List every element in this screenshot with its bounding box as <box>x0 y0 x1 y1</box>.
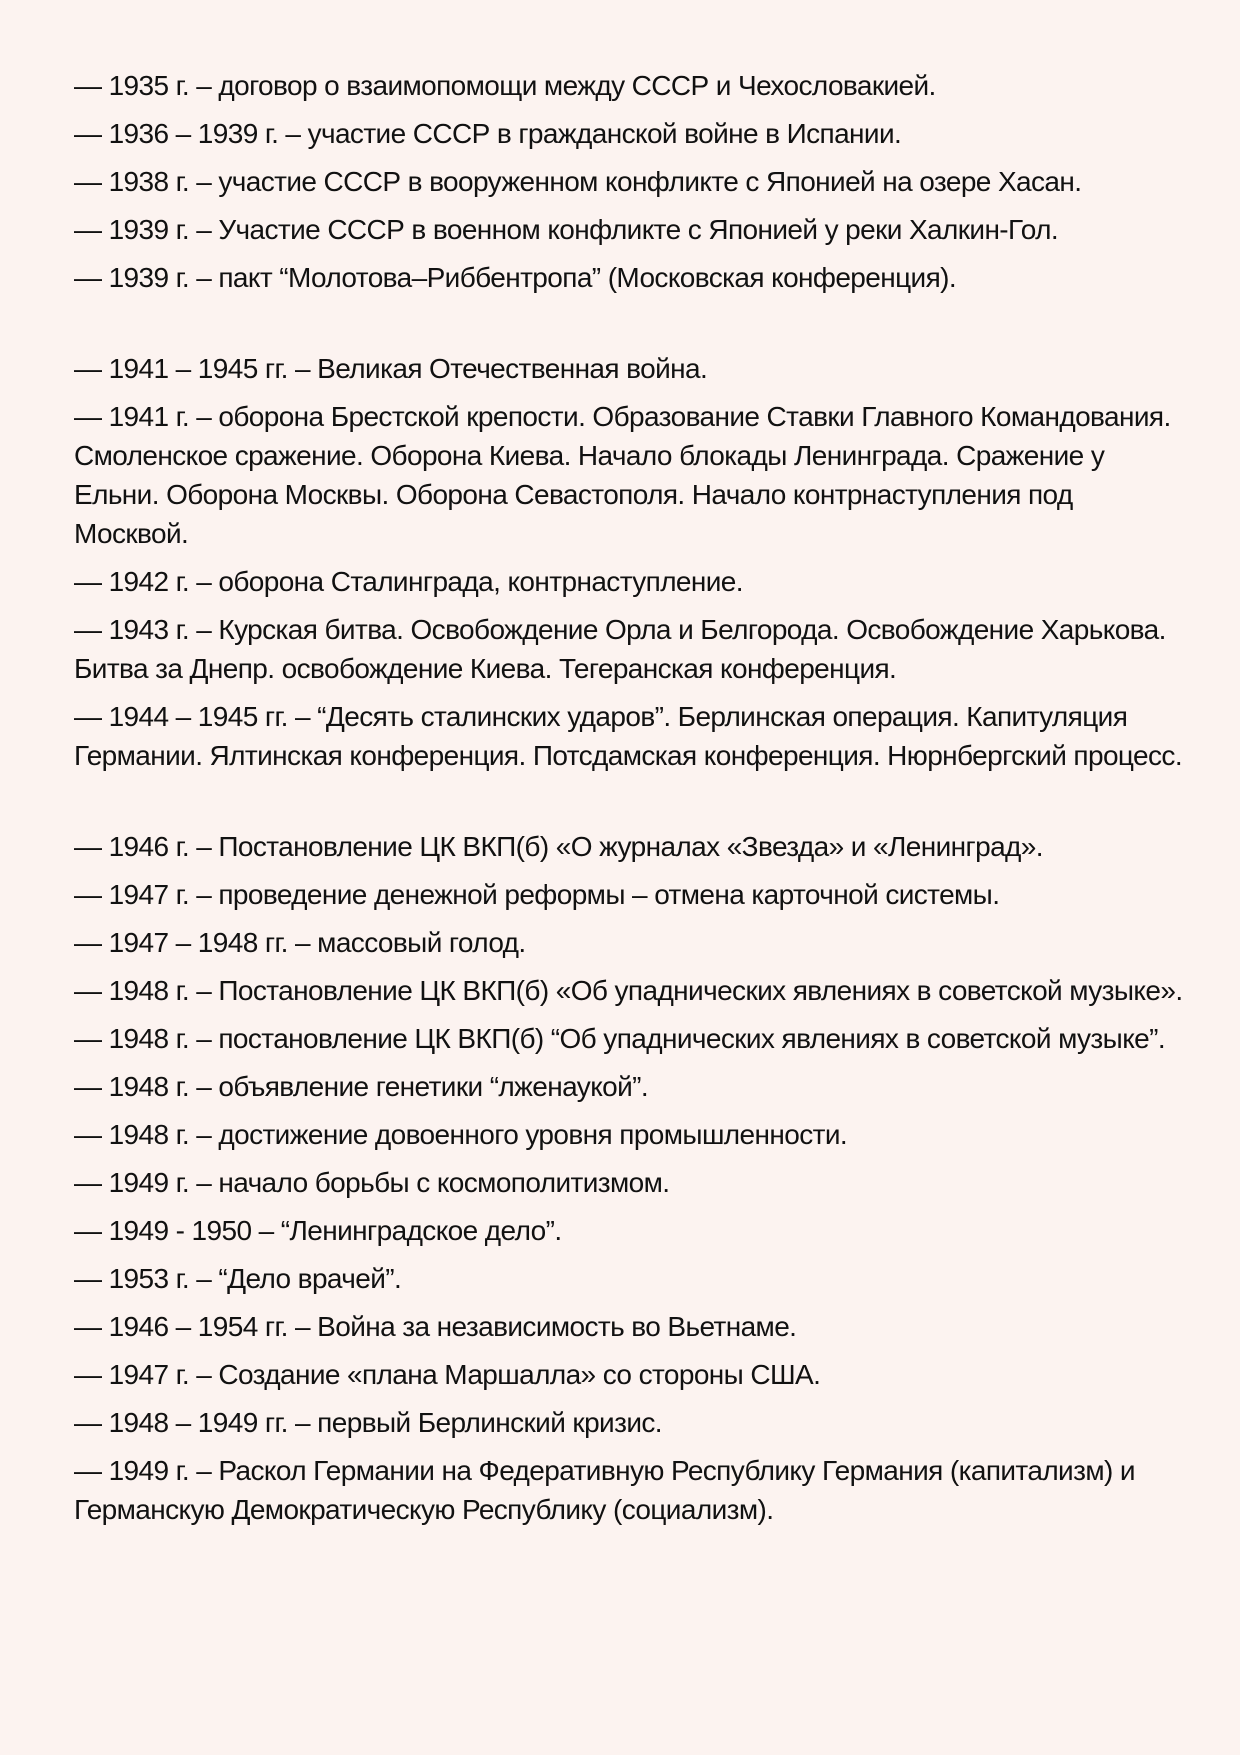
timeline-entry: — 1949 г. – начало борьбы с космополитизмом. <box>74 1167 670 1198</box>
timeline-entry: — 1942 г. – оборона Сталинграда, контрнаступление. <box>74 566 743 597</box>
timeline-section-war <box>74 349 1184 775</box>
timeline-entry: — 1939 г. – Участие СССР в военном конфликте с Японией у реки Халкин-Гол. <box>74 214 1058 245</box>
timeline-entry: — 1947 – 1948 гг. – массовый голод. <box>74 927 526 958</box>
timeline-entry: — 1946 г. – Постановление ЦК ВКП(б) «О журналах «Звезда» и «Ленинград». <box>74 831 1043 862</box>
timeline-section-postwar <box>74 827 1184 1529</box>
timeline-entry: — 1944 – 1945 гг. – “Десять сталинских ударов”. Берлинская операция. Капитуляция Германии. Ялтинская конференция. Потсдамская конференция. Нюрнбергский процесс. <box>74 701 1182 771</box>
timeline-entry: — 1948 г. – постановление ЦК ВКП(б) “Об упаднических явлениях в советской музыке”. <box>74 1023 1166 1054</box>
timeline-entry: — 1949 г. – Раскол Германии на Федеративную Республику Германия (капитализм) и Германскую Демократическую Республику (социализм). <box>74 1455 1135 1525</box>
timeline-entry: — 1939 г. – пакт “Молотова–Риббентропа” (Московская конференция). <box>74 262 957 293</box>
timeline-section-prewar <box>74 66 1184 297</box>
timeline-entry: — 1948 г. – Постановление ЦК ВКП(б) «Об упаднических явлениях в советской музыке». <box>74 975 1183 1006</box>
timeline-document <box>74 66 1184 1538</box>
timeline-entry: — 1943 г. – Курская битва. Освобождение Орла и Белгорода. Освобождение Харькова. Битва за Днепр. освобождение Киева. Тегеранская конференция. <box>74 614 1166 684</box>
timeline-entry: — 1935 г. – договор о взаимопомощи между СССР и Чехословакией. <box>74 70 936 101</box>
timeline-entry: — 1948 – 1949 гг. – первый Берлинский кризис. <box>74 1407 662 1438</box>
timeline-entry: — 1947 г. – Создание «плана Маршалла» со стороны США. <box>74 1359 821 1390</box>
timeline-entry: — 1949 - 1950 – “Ленинградское дело”. <box>74 1215 562 1246</box>
timeline-entry: — 1936 – 1939 г. – участие СССР в гражданской войне в Испании. <box>74 118 902 149</box>
timeline-entry: — 1947 г. – проведение денежной реформы – отмена карточной системы. <box>74 879 1000 910</box>
timeline-entry: — 1948 г. – достижение довоенного уровня промышленности. <box>74 1119 848 1150</box>
timeline-entry: — 1941 – 1945 гг. – Великая Отечественная война. <box>74 353 708 384</box>
timeline-entry: — 1953 г. – “Дело врачей”. <box>74 1263 402 1294</box>
timeline-entry: — 1938 г. – участие СССР в вооруженном конфликте с Японией на озере Хасан. <box>74 166 1082 197</box>
timeline-entry: — 1941 г. – оборона Брестской крепости. Образование Ставки Главного Командования. Смоленское сражение. Оборона Киева. Начало блокады Ленинграда. Сражение у Ельни. Оборона Москвы. Оборона Севастополя. Начало контрнаступления под Москвой. <box>74 401 1171 549</box>
timeline-entry: — 1948 г. – объявление генетики “лженаукой”. <box>74 1071 649 1102</box>
timeline-entry: — 1946 – 1954 гг. – Война за независимость во Вьетнаме. <box>74 1311 797 1342</box>
